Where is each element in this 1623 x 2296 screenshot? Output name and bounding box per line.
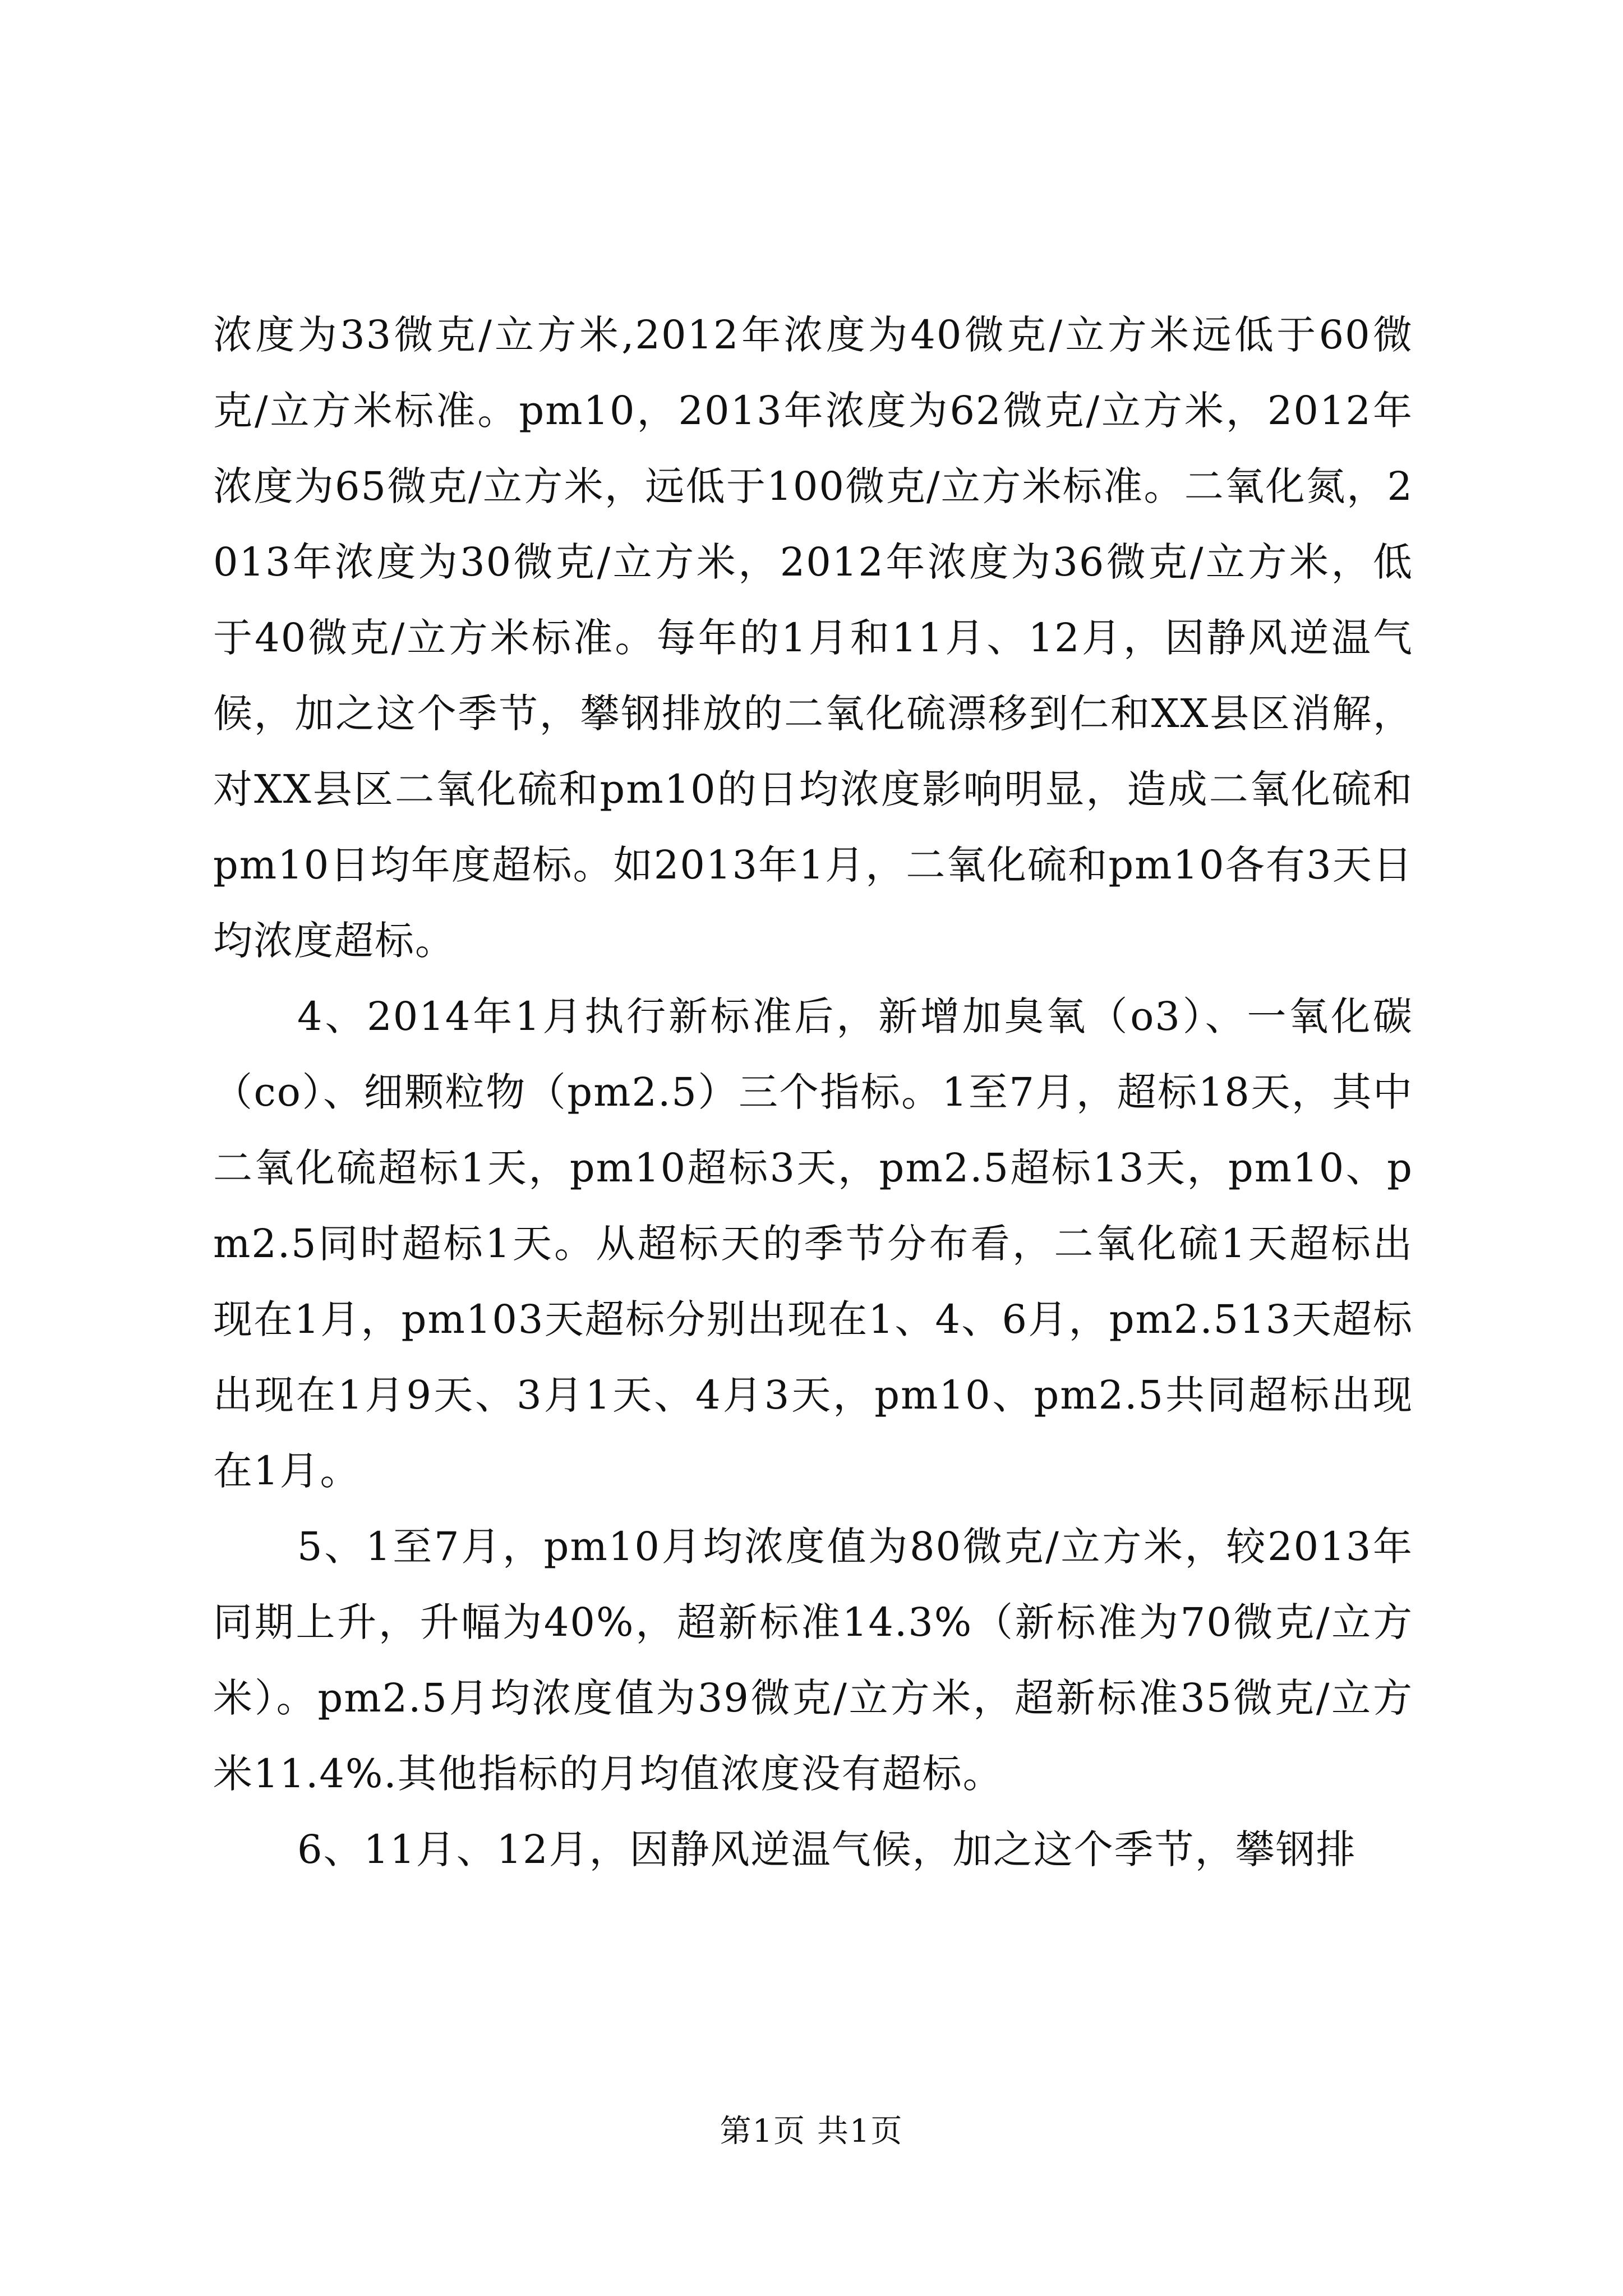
- paragraph-3: 5、1至7月，pm10月均浓度值为80微克/立方米，较2013年同期上升，升幅为40%，超新标准14.3%（新标准为70微克/立方米）。pm2.5月均浓度值为39微克/立方米，超新标准35微克/立方米11.4%.其他指标的月均值浓度没有超标。: [213, 1524, 1413, 1797]
- paragraph-2: 4、2014年1月执行新标准后，新增加臭氧（o3）、一氧化碳（co）、细颗粒物（pm2.5）三个指标。1至7月，超标18天，其中二氧化硫超标1天，pm10超标3天，pm2.5超标13天，pm10、pm2.5同时超标1天。从超标天的季节分布看，二氧化硫1天超标出现在1月，pm103天超标分别出现在1、4、6月，pm2.513天超标出现在1月9天、3月1天、4月3天，pm10、pm2.5共同超标出现在1月。: [213, 993, 1413, 1494]
- document-body: [213, 297, 1413, 1888]
- paragraph-1: 浓度为33微克/立方米,2012年浓度为40微克/立方米远低于60微克/立方米标准。pm10，2013年浓度为62微克/立方米，2012年浓度为65微克/立方米，远低于100微克/立方米标准。二氧化氮，2013年浓度为30微克/立方米，2012年浓度为36微克/立方米，低于40微克/立方米标准。每年的1月和11月、12月，因静风逆温气候，加之这个季节，攀钢排放的二氧化硫漂移到仁和XX县区消解，对XX县区二氧化硫和pm10的日均浓度影响明显，造成二氧化硫和pm10日均年度超标。如2013年1月，二氧化硫和pm10各有3天日均浓度超标。: [213, 312, 1413, 964]
- paragraph-4: 6、11月、12月，因静风逆温气候，加之这个季节，攀钢排: [297, 1826, 1357, 1872]
- page-footer: 第1页 共1页: [720, 2113, 903, 2150]
